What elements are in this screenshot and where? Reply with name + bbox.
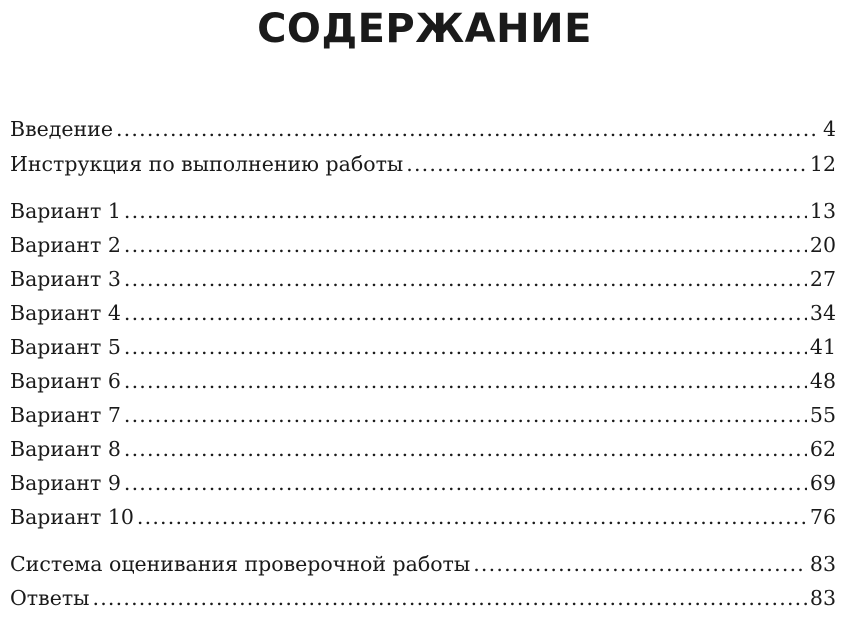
toc-entry-page: 83 — [809, 552, 836, 576]
toc-entry-label: Ответы — [10, 586, 90, 610]
toc-entry-page: 69 — [809, 471, 836, 495]
toc-entry-variant-3[interactable] — [10, 265, 836, 293]
dot-leader — [473, 550, 807, 578]
toc-entry-variant-7[interactable] — [10, 401, 836, 429]
toc-entry-page: 13 — [809, 199, 836, 223]
toc-entry-label: Инструкция по выполнению работы — [10, 152, 404, 176]
dot-leader — [124, 197, 807, 225]
toc-entry-label: Вариант 7 — [10, 403, 121, 427]
toc-entry-page: 83 — [809, 586, 836, 610]
toc-entry-variant-5[interactable] — [10, 333, 836, 361]
toc-entry-answers[interactable] — [10, 584, 836, 612]
dot-leader — [124, 299, 807, 327]
toc-entry-label: Вариант 8 — [10, 437, 121, 461]
toc-entry-page: 4 — [822, 117, 836, 141]
dot-leader — [116, 115, 820, 143]
toc-entry-label: Вариант 10 — [10, 505, 134, 529]
dot-leader — [124, 231, 807, 259]
toc-entry-page: 12 — [809, 152, 836, 176]
toc-entry-variant-8[interactable] — [10, 435, 836, 463]
dot-leader — [137, 503, 807, 531]
toc-entry-variant-2[interactable] — [10, 231, 836, 259]
toc-entry-label: Вариант 6 — [10, 369, 121, 393]
toc-entry-label: Система оценивания проверочной работы — [10, 552, 471, 576]
dot-leader — [406, 150, 807, 178]
dot-leader — [124, 333, 807, 361]
toc-entry-variant-10[interactable] — [10, 503, 836, 531]
toc-entry-introduction[interactable] — [10, 115, 836, 143]
toc-entry-page: 27 — [809, 267, 836, 291]
toc-entry-grading-system[interactable] — [10, 550, 836, 578]
toc-entry-page: 62 — [809, 437, 836, 461]
toc-entry-variant-6[interactable] — [10, 367, 836, 395]
toc-entry-instructions[interactable] — [10, 150, 836, 178]
toc-entry-page: 76 — [809, 505, 836, 529]
toc-entry-page: 20 — [809, 233, 836, 257]
toc-entry-label: Вариант 9 — [10, 471, 121, 495]
toc-entry-label: Вариант 3 — [10, 267, 121, 291]
toc-entry-label: Введение — [10, 117, 113, 141]
toc-entry-variant-1[interactable] — [10, 197, 836, 225]
toc-entry-label: Вариант 1 — [10, 199, 121, 223]
toc-entry-page: 48 — [809, 369, 836, 393]
toc-entry-label: Вариант 4 — [10, 301, 121, 325]
page-title: СОДЕРЖАНИЕ — [257, 6, 592, 52]
dot-leader — [124, 367, 807, 395]
toc-entry-label: Вариант 2 — [10, 233, 121, 257]
toc-entry-variant-4[interactable] — [10, 299, 836, 327]
dot-leader — [124, 401, 807, 429]
dot-leader — [124, 265, 807, 293]
dot-leader — [92, 584, 806, 612]
toc-entry-page: 55 — [809, 403, 836, 427]
dot-leader — [124, 435, 807, 463]
toc-entry-variant-9[interactable] — [10, 469, 836, 497]
toc-entry-label: Вариант 5 — [10, 335, 121, 359]
dot-leader — [124, 469, 807, 497]
toc-entry-page: 34 — [809, 301, 836, 325]
toc-entry-page: 41 — [809, 335, 836, 359]
